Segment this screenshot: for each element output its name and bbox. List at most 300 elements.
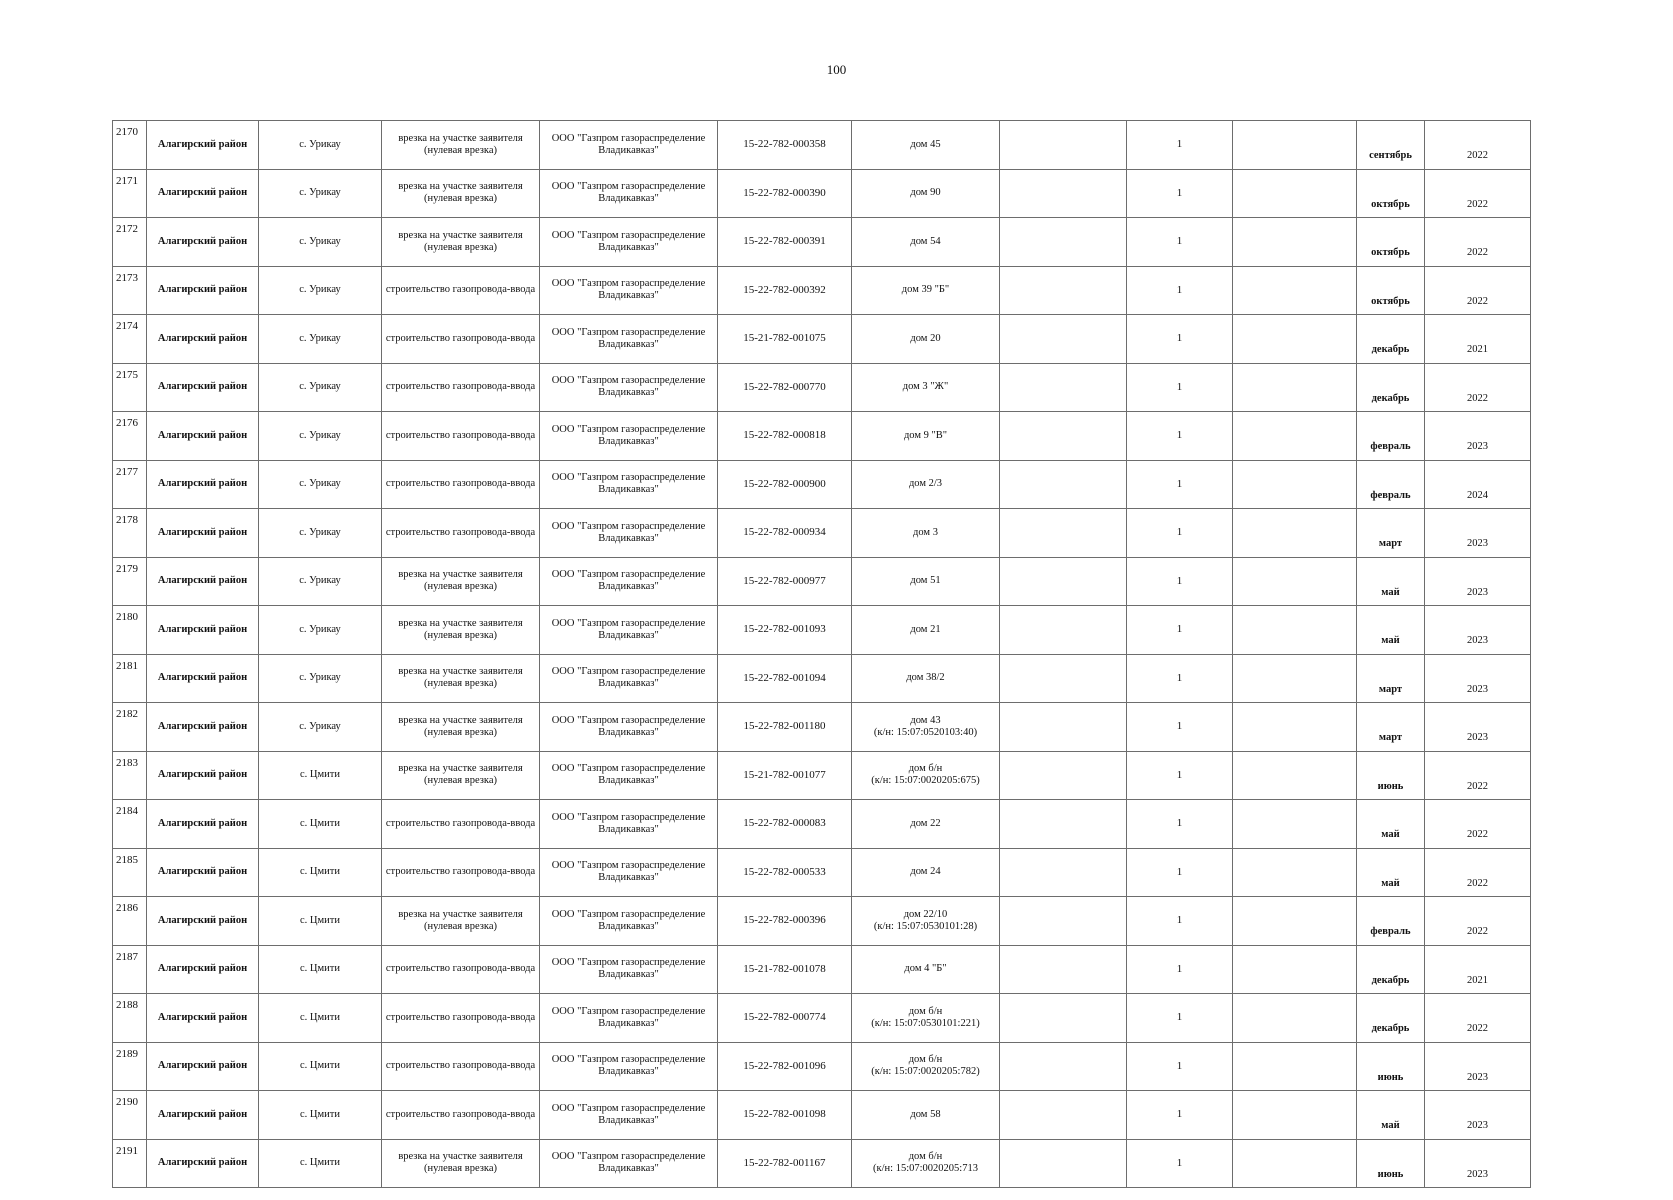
empty-cell bbox=[1000, 1042, 1127, 1091]
application-code-cell: 15-22-782-000083 bbox=[718, 800, 852, 849]
address-cell bbox=[852, 557, 1000, 606]
district-cell: Алагирский район bbox=[147, 897, 259, 946]
quantity-cell: 1 bbox=[1127, 266, 1233, 315]
table-row bbox=[113, 1042, 1531, 1091]
locality-cell: с. Урикау bbox=[259, 121, 382, 170]
organization-cell: ООО "Газпром газораспределение Владикавказ" bbox=[540, 121, 718, 170]
year-cell: 2022 bbox=[1425, 218, 1531, 267]
locality-cell: с. Урикау bbox=[259, 218, 382, 267]
application-code-cell: 15-22-782-001093 bbox=[718, 606, 852, 655]
year-cell: 2022 bbox=[1425, 266, 1531, 315]
month-cell: март bbox=[1357, 654, 1425, 703]
organization-cell: ООО "Газпром газораспределение Владикавказ" bbox=[540, 897, 718, 946]
address-cell bbox=[852, 509, 1000, 558]
work-type-cell: строительство газопровода-ввода bbox=[382, 363, 540, 412]
empty-cell bbox=[1000, 315, 1127, 364]
empty-cell bbox=[1233, 606, 1357, 655]
work-type-cell: строительство газопровода-ввода bbox=[382, 1042, 540, 1091]
address-text: дом 20 bbox=[910, 332, 941, 344]
address-text: дом 45 bbox=[910, 138, 941, 150]
gas-connection-registry-table bbox=[112, 120, 1531, 1188]
application-code-cell: 15-22-782-000533 bbox=[718, 848, 852, 897]
locality-cell: с. Цмити bbox=[259, 1091, 382, 1140]
empty-cell bbox=[1233, 218, 1357, 267]
row-number: 2171 bbox=[113, 169, 147, 218]
row-number: 2178 bbox=[113, 509, 147, 558]
organization-cell: ООО "Газпром газораспределение Владикавказ" bbox=[540, 606, 718, 655]
work-type-cell: строительство газопровода-ввода bbox=[382, 460, 540, 509]
organization-cell: ООО "Газпром газораспределение Владикавказ" bbox=[540, 994, 718, 1043]
address-cell bbox=[852, 412, 1000, 461]
empty-cell bbox=[1233, 315, 1357, 364]
month-cell: март bbox=[1357, 509, 1425, 558]
empty-cell bbox=[1000, 218, 1127, 267]
district-cell: Алагирский район bbox=[147, 121, 259, 170]
district-cell: Алагирский район bbox=[147, 266, 259, 315]
empty-cell bbox=[1233, 363, 1357, 412]
work-type-cell: строительство газопровода-ввода bbox=[382, 1091, 540, 1140]
empty-cell bbox=[1233, 121, 1357, 170]
empty-cell bbox=[1233, 654, 1357, 703]
address-text: дом 54 bbox=[910, 235, 941, 247]
month-cell: февраль bbox=[1357, 412, 1425, 461]
address-cell bbox=[852, 218, 1000, 267]
empty-cell bbox=[1000, 121, 1127, 170]
address-cell bbox=[852, 266, 1000, 315]
address-text: дом 43 bbox=[910, 714, 941, 726]
month-cell: октябрь bbox=[1357, 266, 1425, 315]
quantity-cell: 1 bbox=[1127, 800, 1233, 849]
row-number: 2170 bbox=[113, 121, 147, 170]
registry-table-body bbox=[113, 121, 1531, 1188]
address-cell bbox=[852, 1091, 1000, 1140]
empty-cell bbox=[1233, 1042, 1357, 1091]
address-text: дом б/н bbox=[908, 1054, 943, 1066]
table-row bbox=[113, 606, 1531, 655]
year-cell: 2023 bbox=[1425, 1091, 1531, 1140]
work-type-cell: строительство газопровода-ввода bbox=[382, 412, 540, 461]
quantity-cell: 1 bbox=[1127, 509, 1233, 558]
application-code-cell: 15-21-782-001078 bbox=[718, 945, 852, 994]
application-code-cell: 15-22-782-000391 bbox=[718, 218, 852, 267]
organization-cell: ООО "Газпром газораспределение Владикавказ" bbox=[540, 266, 718, 315]
month-cell: май bbox=[1357, 557, 1425, 606]
year-cell: 2023 bbox=[1425, 1042, 1531, 1091]
table-row bbox=[113, 703, 1531, 752]
organization-cell: ООО "Газпром газораспределение Владикавказ" bbox=[540, 460, 718, 509]
address-cell bbox=[852, 1042, 1000, 1091]
address-cell bbox=[852, 1139, 1000, 1188]
locality-cell: с. Цмити bbox=[259, 751, 382, 800]
application-code-cell: 15-22-782-001180 bbox=[718, 703, 852, 752]
month-cell: май bbox=[1357, 1091, 1425, 1140]
address-cell bbox=[852, 606, 1000, 655]
address-cell bbox=[852, 751, 1000, 800]
empty-cell bbox=[1233, 557, 1357, 606]
application-code-cell: 15-22-782-000358 bbox=[718, 121, 852, 170]
locality-cell: с. Урикау bbox=[259, 460, 382, 509]
address-text: дом 24 bbox=[910, 866, 941, 878]
district-cell: Алагирский район bbox=[147, 509, 259, 558]
table-row bbox=[113, 509, 1531, 558]
month-cell: июнь bbox=[1357, 751, 1425, 800]
empty-cell bbox=[1233, 1091, 1357, 1140]
empty-cell bbox=[1000, 266, 1127, 315]
work-type-cell: врезка на участке заявителя (нулевая врезка) bbox=[382, 169, 540, 218]
month-cell: февраль bbox=[1357, 897, 1425, 946]
application-code-cell: 15-22-782-001094 bbox=[718, 654, 852, 703]
row-number: 2177 bbox=[113, 460, 147, 509]
district-cell: Алагирский район bbox=[147, 363, 259, 412]
application-code-cell: 15-21-782-001075 bbox=[718, 315, 852, 364]
address-text: дом 2/3 bbox=[908, 478, 943, 490]
quantity-cell: 1 bbox=[1127, 606, 1233, 655]
locality-cell: с. Урикау bbox=[259, 266, 382, 315]
address-text: дом б/н bbox=[908, 1151, 943, 1163]
locality-cell: с. Цмити bbox=[259, 1042, 382, 1091]
address-cell bbox=[852, 169, 1000, 218]
address-text: дом 4 "Б" bbox=[904, 963, 947, 975]
cadastral-number: (к/н: 15:07:0020205:675) bbox=[871, 775, 980, 787]
row-number: 2187 bbox=[113, 945, 147, 994]
row-number: 2185 bbox=[113, 848, 147, 897]
application-code-cell: 15-22-782-000977 bbox=[718, 557, 852, 606]
work-type-cell: строительство газопровода-ввода bbox=[382, 800, 540, 849]
organization-cell: ООО "Газпром газораспределение Владикавказ" bbox=[540, 945, 718, 994]
year-cell: 2023 bbox=[1425, 654, 1531, 703]
organization-cell: ООО "Газпром газораспределение Владикавказ" bbox=[540, 509, 718, 558]
address-text: дом 22 bbox=[910, 817, 941, 829]
month-cell: май bbox=[1357, 848, 1425, 897]
district-cell: Алагирский район bbox=[147, 800, 259, 849]
cadastral-number: (к/н: 15:07:0530101:221) bbox=[871, 1017, 980, 1029]
year-cell: 2021 bbox=[1425, 945, 1531, 994]
organization-cell: ООО "Газпром газораспределение Владикавказ" bbox=[540, 169, 718, 218]
quantity-cell: 1 bbox=[1127, 363, 1233, 412]
district-cell: Алагирский район bbox=[147, 703, 259, 752]
quantity-cell: 1 bbox=[1127, 412, 1233, 461]
month-cell: февраль bbox=[1357, 460, 1425, 509]
locality-cell: с. Урикау bbox=[259, 557, 382, 606]
locality-cell: с. Урикау bbox=[259, 509, 382, 558]
row-number: 2172 bbox=[113, 218, 147, 267]
address-text: дом 3 "Ж" bbox=[902, 381, 949, 393]
table-row bbox=[113, 412, 1531, 461]
work-type-cell: врезка на участке заявителя (нулевая врезка) bbox=[382, 557, 540, 606]
organization-cell: ООО "Газпром газораспределение Владикавказ" bbox=[540, 1042, 718, 1091]
empty-cell bbox=[1000, 169, 1127, 218]
year-cell: 2023 bbox=[1425, 1139, 1531, 1188]
address-text: дом 51 bbox=[910, 575, 941, 587]
quantity-cell: 1 bbox=[1127, 897, 1233, 946]
quantity-cell: 1 bbox=[1127, 121, 1233, 170]
table-row bbox=[113, 218, 1531, 267]
quantity-cell: 1 bbox=[1127, 460, 1233, 509]
application-code-cell: 15-22-782-001096 bbox=[718, 1042, 852, 1091]
district-cell: Алагирский район bbox=[147, 1091, 259, 1140]
month-cell: декабрь bbox=[1357, 315, 1425, 364]
locality-cell: с. Урикау bbox=[259, 412, 382, 461]
year-cell: 2022 bbox=[1425, 994, 1531, 1043]
row-number: 2180 bbox=[113, 606, 147, 655]
year-cell: 2022 bbox=[1425, 169, 1531, 218]
locality-cell: с. Цмити bbox=[259, 848, 382, 897]
cadastral-number: (к/н: 15:07:0520103:40) bbox=[873, 726, 978, 738]
table-row bbox=[113, 266, 1531, 315]
district-cell: Алагирский район bbox=[147, 848, 259, 897]
month-cell: октябрь bbox=[1357, 218, 1425, 267]
work-type-cell: врезка на участке заявителя (нулевая врезка) bbox=[382, 751, 540, 800]
address-text: дом 9 "В" bbox=[903, 429, 948, 441]
empty-cell bbox=[1000, 751, 1127, 800]
quantity-cell: 1 bbox=[1127, 703, 1233, 752]
quantity-cell: 1 bbox=[1127, 654, 1233, 703]
organization-cell: ООО "Газпром газораспределение Владикавказ" bbox=[540, 654, 718, 703]
organization-cell: ООО "Газпром газораспределение Владикавказ" bbox=[540, 218, 718, 267]
address-text: дом 90 bbox=[910, 187, 941, 199]
locality-cell: с. Урикау bbox=[259, 606, 382, 655]
organization-cell: ООО "Газпром газораспределение Владикавказ" bbox=[540, 848, 718, 897]
quantity-cell: 1 bbox=[1127, 945, 1233, 994]
empty-cell bbox=[1233, 800, 1357, 849]
table-row bbox=[113, 945, 1531, 994]
application-code-cell: 15-22-782-000390 bbox=[718, 169, 852, 218]
application-code-cell: 15-21-782-001077 bbox=[718, 751, 852, 800]
work-type-cell: врезка на участке заявителя (нулевая врезка) bbox=[382, 121, 540, 170]
application-code-cell: 15-22-782-000770 bbox=[718, 363, 852, 412]
district-cell: Алагирский район bbox=[147, 315, 259, 364]
application-code-cell: 15-22-782-000396 bbox=[718, 897, 852, 946]
year-cell: 2023 bbox=[1425, 606, 1531, 655]
address-cell bbox=[852, 848, 1000, 897]
district-cell: Алагирский район bbox=[147, 1139, 259, 1188]
month-cell: сентябрь bbox=[1357, 121, 1425, 170]
locality-cell: с. Урикау bbox=[259, 363, 382, 412]
work-type-cell: врезка на участке заявителя (нулевая врезка) bbox=[382, 1139, 540, 1188]
address-cell bbox=[852, 315, 1000, 364]
organization-cell: ООО "Газпром газораспределение Владикавказ" bbox=[540, 315, 718, 364]
empty-cell bbox=[1000, 848, 1127, 897]
address-cell bbox=[852, 994, 1000, 1043]
work-type-cell: врезка на участке заявителя (нулевая врезка) bbox=[382, 703, 540, 752]
quantity-cell: 1 bbox=[1127, 1091, 1233, 1140]
year-cell: 2023 bbox=[1425, 412, 1531, 461]
empty-cell bbox=[1000, 800, 1127, 849]
empty-cell bbox=[1233, 169, 1357, 218]
empty-cell bbox=[1000, 363, 1127, 412]
application-code-cell: 15-22-782-000392 bbox=[718, 266, 852, 315]
organization-cell: ООО "Газпром газораспределение Владикавказ" bbox=[540, 363, 718, 412]
empty-cell bbox=[1233, 751, 1357, 800]
district-cell: Алагирский район bbox=[147, 751, 259, 800]
row-number: 2174 bbox=[113, 315, 147, 364]
row-number: 2188 bbox=[113, 994, 147, 1043]
organization-cell: ООО "Газпром газораспределение Владикавказ" bbox=[540, 1091, 718, 1140]
empty-cell bbox=[1233, 994, 1357, 1043]
quantity-cell: 1 bbox=[1127, 218, 1233, 267]
locality-cell: с. Урикау bbox=[259, 315, 382, 364]
application-code-cell: 15-22-782-000934 bbox=[718, 509, 852, 558]
district-cell: Алагирский район bbox=[147, 945, 259, 994]
empty-cell bbox=[1233, 703, 1357, 752]
year-cell: 2021 bbox=[1425, 315, 1531, 364]
locality-cell: с. Урикау bbox=[259, 703, 382, 752]
work-type-cell: строительство газопровода-ввода bbox=[382, 945, 540, 994]
row-number: 2181 bbox=[113, 654, 147, 703]
address-cell bbox=[852, 121, 1000, 170]
empty-cell bbox=[1233, 945, 1357, 994]
table-row bbox=[113, 315, 1531, 364]
month-cell: декабрь bbox=[1357, 945, 1425, 994]
address-text: дом 22/10 bbox=[903, 908, 948, 920]
locality-cell: с. Цмити bbox=[259, 800, 382, 849]
quantity-cell: 1 bbox=[1127, 315, 1233, 364]
empty-cell bbox=[1233, 897, 1357, 946]
empty-cell bbox=[1000, 1091, 1127, 1140]
organization-cell: ООО "Газпром газораспределение Владикавказ" bbox=[540, 800, 718, 849]
row-number: 2191 bbox=[113, 1139, 147, 1188]
year-cell: 2022 bbox=[1425, 848, 1531, 897]
empty-cell bbox=[1000, 654, 1127, 703]
empty-cell bbox=[1233, 848, 1357, 897]
cadastral-number: (к/н: 15:07:0530101:28) bbox=[873, 920, 978, 932]
work-type-cell: строительство газопровода-ввода bbox=[382, 266, 540, 315]
locality-cell: с. Цмити bbox=[259, 994, 382, 1043]
work-type-cell: врезка на участке заявителя (нулевая врезка) bbox=[382, 606, 540, 655]
address-cell bbox=[852, 945, 1000, 994]
organization-cell: ООО "Газпром газораспределение Владикавказ" bbox=[540, 412, 718, 461]
address-cell bbox=[852, 703, 1000, 752]
quantity-cell: 1 bbox=[1127, 994, 1233, 1043]
address-cell bbox=[852, 897, 1000, 946]
year-cell: 2024 bbox=[1425, 460, 1531, 509]
year-cell: 2022 bbox=[1425, 363, 1531, 412]
row-number: 2186 bbox=[113, 897, 147, 946]
work-type-cell: строительство газопровода-ввода bbox=[382, 848, 540, 897]
empty-cell bbox=[1000, 897, 1127, 946]
address-text: дом 3 bbox=[913, 526, 938, 538]
month-cell: декабрь bbox=[1357, 994, 1425, 1043]
quantity-cell: 1 bbox=[1127, 169, 1233, 218]
table-row bbox=[113, 1091, 1531, 1140]
empty-cell bbox=[1233, 460, 1357, 509]
year-cell: 2022 bbox=[1425, 751, 1531, 800]
table-row bbox=[113, 363, 1531, 412]
table-row bbox=[113, 1139, 1531, 1188]
month-cell: март bbox=[1357, 703, 1425, 752]
work-type-cell: строительство газопровода-ввода bbox=[382, 509, 540, 558]
application-code-cell: 15-22-782-000900 bbox=[718, 460, 852, 509]
district-cell: Алагирский район bbox=[147, 169, 259, 218]
quantity-cell: 1 bbox=[1127, 848, 1233, 897]
locality-cell: с. Урикау bbox=[259, 169, 382, 218]
locality-cell: с. Цмити bbox=[259, 1139, 382, 1188]
empty-cell bbox=[1233, 1139, 1357, 1188]
empty-cell bbox=[1000, 994, 1127, 1043]
empty-cell bbox=[1000, 703, 1127, 752]
row-number: 2183 bbox=[113, 751, 147, 800]
year-cell: 2022 bbox=[1425, 121, 1531, 170]
empty-cell bbox=[1000, 606, 1127, 655]
district-cell: Алагирский район bbox=[147, 460, 259, 509]
empty-cell bbox=[1000, 945, 1127, 994]
page-number: 100 bbox=[826, 62, 847, 77]
month-cell: июнь bbox=[1357, 1139, 1425, 1188]
district-cell: Алагирский район bbox=[147, 606, 259, 655]
work-type-cell: врезка на участке заявителя (нулевая врезка) bbox=[382, 218, 540, 267]
work-type-cell: врезка на участке заявителя (нулевая врезка) bbox=[382, 654, 540, 703]
table-row bbox=[113, 460, 1531, 509]
address-text: дом 58 bbox=[910, 1108, 941, 1120]
table-row bbox=[113, 557, 1531, 606]
district-cell: Алагирский район bbox=[147, 412, 259, 461]
row-number: 2182 bbox=[113, 703, 147, 752]
work-type-cell: строительство газопровода-ввода bbox=[382, 994, 540, 1043]
year-cell: 2023 bbox=[1425, 509, 1531, 558]
address-cell bbox=[852, 363, 1000, 412]
quantity-cell: 1 bbox=[1127, 751, 1233, 800]
application-code-cell: 15-22-782-000774 bbox=[718, 994, 852, 1043]
empty-cell bbox=[1000, 1139, 1127, 1188]
year-cell: 2023 bbox=[1425, 557, 1531, 606]
row-number: 2184 bbox=[113, 800, 147, 849]
month-cell: май bbox=[1357, 800, 1425, 849]
application-code-cell: 15-22-782-001167 bbox=[718, 1139, 852, 1188]
table-row bbox=[113, 848, 1531, 897]
address-text: дом б/н bbox=[908, 1005, 943, 1017]
address-text: дом б/н bbox=[908, 763, 943, 775]
empty-cell bbox=[1233, 412, 1357, 461]
row-number: 2173 bbox=[113, 266, 147, 315]
address-text: дом 39 "Б" bbox=[901, 284, 950, 296]
row-number: 2175 bbox=[113, 363, 147, 412]
empty-cell bbox=[1000, 509, 1127, 558]
organization-cell: ООО "Газпром газораспределение Владикавказ" bbox=[540, 751, 718, 800]
table-row bbox=[113, 169, 1531, 218]
address-cell bbox=[852, 800, 1000, 849]
district-cell: Алагирский район bbox=[147, 218, 259, 267]
year-cell: 2023 bbox=[1425, 703, 1531, 752]
month-cell: июнь bbox=[1357, 1042, 1425, 1091]
row-number: 2189 bbox=[113, 1042, 147, 1091]
month-cell: май bbox=[1357, 606, 1425, 655]
application-code-cell: 15-22-782-001098 bbox=[718, 1091, 852, 1140]
row-number: 2179 bbox=[113, 557, 147, 606]
work-type-cell: строительство газопровода-ввода bbox=[382, 315, 540, 364]
district-cell: Алагирский район bbox=[147, 557, 259, 606]
work-type-cell: врезка на участке заявителя (нулевая врезка) bbox=[382, 897, 540, 946]
month-cell: декабрь bbox=[1357, 363, 1425, 412]
year-cell: 2022 bbox=[1425, 897, 1531, 946]
quantity-cell: 1 bbox=[1127, 557, 1233, 606]
cadastral-number: (к/н: 15:07:0020205:713 bbox=[873, 1163, 978, 1175]
row-number: 2190 bbox=[113, 1091, 147, 1140]
table-row bbox=[113, 751, 1531, 800]
table-row bbox=[113, 121, 1531, 170]
year-cell: 2022 bbox=[1425, 800, 1531, 849]
organization-cell: ООО "Газпром газораспределение Владикавказ" bbox=[540, 703, 718, 752]
address-cell bbox=[852, 654, 1000, 703]
empty-cell bbox=[1233, 266, 1357, 315]
district-cell: Алагирский район bbox=[147, 1042, 259, 1091]
locality-cell: с. Цмити bbox=[259, 897, 382, 946]
locality-cell: с. Цмити bbox=[259, 945, 382, 994]
empty-cell bbox=[1000, 460, 1127, 509]
table-row bbox=[113, 800, 1531, 849]
table-row bbox=[113, 654, 1531, 703]
empty-cell bbox=[1233, 509, 1357, 558]
table-row bbox=[113, 897, 1531, 946]
